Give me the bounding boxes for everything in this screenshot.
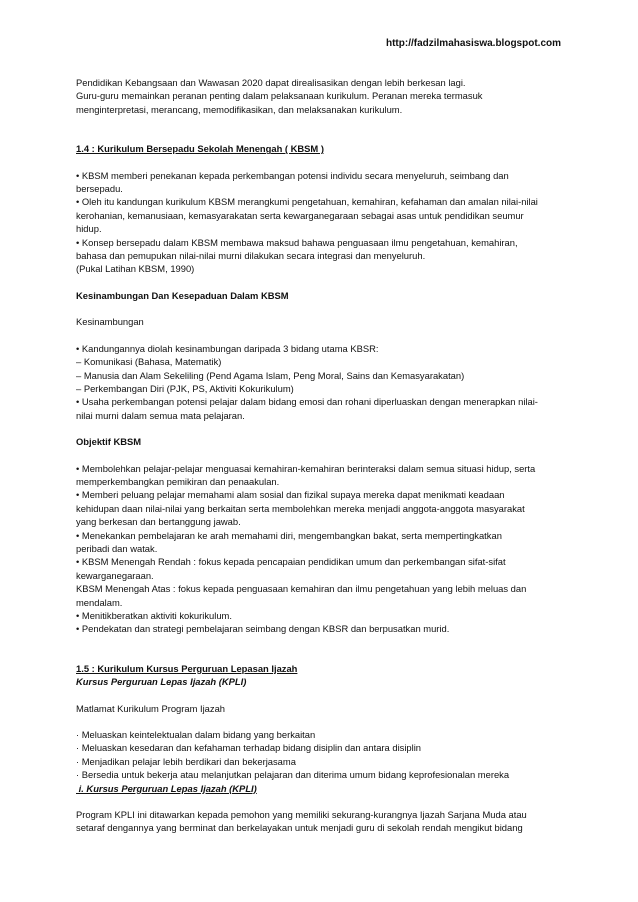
body-line: yang berkesan dan bertanggung jawab.	[76, 516, 241, 528]
body-line: · Meluaskan keintelektualan dalam bidang yang berkaitan	[76, 729, 316, 741]
body-line: peribadi dan watak.	[76, 542, 158, 554]
body-line: • Membolehkan pelajar-pelajar menguasai kemahiran-kemahiran berinteraksi dalam semua situasi hidup, serta	[76, 462, 536, 474]
body-line: • Kandungannya diolah kesinambungan daripada 3 bidang utama KBSR:	[76, 342, 379, 354]
body-line: KBSM Menengah Atas : fokus kepada penguasaan kemahiran dan ilmu pengetahuan yang lebih meluas dan	[76, 583, 527, 595]
body-line: kewarganegaraan.	[76, 569, 154, 581]
subsection-i-heading: i. Kursus Perguruan Lepas Ijazah (KPLI)	[76, 782, 257, 794]
body-line: • Konsep bersepadu dalam KBSM membawa maksud bahawa penguasaan ilmu pengetahuan, kemahiran,	[76, 236, 518, 248]
body-line: · Menjadikan pelajar lebih berdikari dan bekerjasama	[76, 755, 296, 767]
header-url[interactable]: http://fadzilmahasiswa.blogspot.com	[385, 38, 561, 49]
body-line: · Meluaskan kesedaran dan kefahaman terhadap bidang disiplin dan antara disiplin	[76, 742, 422, 754]
section-1-4-heading: 1.4 : Kurikulum Bersepadu Sekolah Menengah ( KBSM )	[76, 143, 324, 155]
body-line: memperkembangkan pemikiran dan penaakulan.	[76, 475, 280, 487]
section-1-5-subheading: Kursus Perguruan Lepas Ijazah (KPLI)	[76, 676, 247, 688]
intro-line: menginterpretasi, merancang, memodifikasikan, dan melaksanakan kurikulum.	[76, 103, 403, 115]
body-line: – Manusia dan Alam Sekeliling (Pend Agama Islam, Peng Moral, Sains dan Kemasyarakatan)	[76, 369, 465, 381]
body-line: • Oleh itu kandungan kurikulum KBSM merangkumi pengetahuan, kemahiran, kefahaman dan amalan nilai-nilai	[76, 196, 538, 208]
body-line: bahasa dan pemupukan nilai-nilai murni dilakukan secara integrasi dan menyeluruh.	[76, 250, 426, 262]
body-line: · Bersedia untuk bekerja atau melanjutkan pelajaran dan diterima umum bidang keprofesionalan mereka	[76, 769, 510, 781]
body-line: • KBSM memberi penekanan kepada perkembangan potensi individu secara menyeluruh, seimbang dan	[76, 169, 509, 181]
body-line: • Usaha perkembangan potensi pelajar dalam bidang emosi dan rohani diperluaskan dengan menerapkan nilai-	[76, 396, 538, 408]
body-line: kehidupan daan nilai-nilai yang berkaitan serta membolehkan mereka menjadi anggota-anggota masyarakat	[76, 502, 525, 514]
body-line: • Pendekatan dan strategi pembelajaran seimbang dengan KBSR dan berpusatkan murid.	[76, 623, 450, 635]
kesinambungan-heading: Kesinambungan Dan Kesepaduan Dalam KBSM	[76, 289, 289, 301]
body-line: Program KPLI ini ditawarkan kepada pemohon yang memiliki sekurang-kurangnya Ijazah Sarjana Muda atau	[76, 809, 527, 821]
body-line: • Menekankan pembelajaran ke arah memahami diri, mengembangkan bakat, serta mempertingkatkan	[76, 529, 502, 541]
body-line: bersepadu.	[76, 183, 123, 195]
intro-line: Guru-guru memainkan peranan penting dalam pelaksanaan kurikulum. Peranan mereka termasuk	[76, 90, 483, 102]
objektif-heading: Objektif KBSM	[76, 436, 142, 448]
body-line: • Menitikberatkan aktiviti kokurikulum.	[76, 610, 232, 621]
body-line: nilai murni dalam semua mata pelajaran.	[76, 409, 245, 421]
body-line: • Memberi peluang pelajar memahami alam sosial dan fizikal supaya mereka dapat menikmati keadaan	[76, 489, 505, 501]
body-line: – Komunikasi (Bahasa, Matematik)	[76, 356, 222, 368]
body-line: kerohanian, kemanusiaan, kemasyarakatan serta kewarganegaraan sebagai asas untuk pendidikan seumur	[76, 209, 524, 221]
citation: (Pukal Latihan KBSM, 1990)	[76, 263, 195, 275]
intro-line: Pendidikan Kebangsaan dan Wawasan 2020 dapat direalisasikan dengan lebih berkesan lagi.	[76, 77, 466, 88]
body-line: setaraf dengannya yang berminat dan berkelayakan untuk menjadi guru di sekolah rendah mengikut bidang	[76, 822, 523, 834]
body-line: – Perkembangan Diri (PJK, PS, Aktiviti Kokurikulum)	[76, 382, 294, 394]
body-line: hidup.	[76, 223, 102, 235]
document-content	[76, 76, 566, 835]
section-1-5-heading: 1.5 : Kurikulum Kursus Perguruan Lepasan Ijazah	[76, 662, 298, 674]
body-line: mendalam.	[76, 596, 123, 608]
matlamat-heading: Matlamat Kurikulum Program Ijazah	[76, 702, 226, 714]
body-line: • KBSM Menengah Rendah : fokus kepada pencapaian pendidikan umum dan perkembangan sifat-sifat	[76, 556, 506, 568]
kesinambungan-subheading: Kesinambungan	[76, 316, 144, 328]
